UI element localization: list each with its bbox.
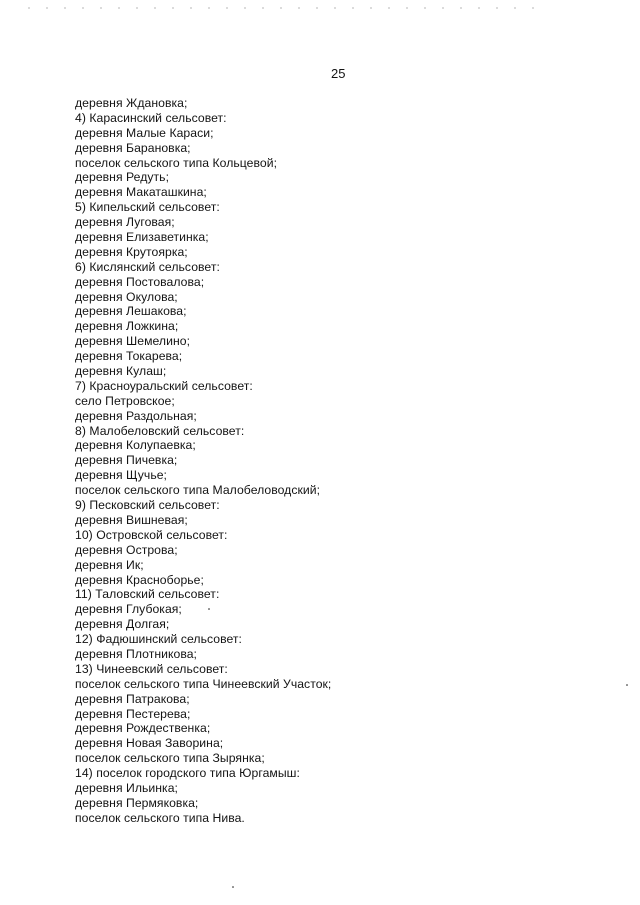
list-item: деревня Макаташкина; <box>75 185 207 200</box>
settlement-list <box>75 96 331 826</box>
list-item: 7) Красноуральский сельсовет: <box>75 378 253 393</box>
list-item: деревня Ик; <box>75 557 144 572</box>
list-item: 10) Островской сельсовет: <box>75 527 228 542</box>
list-item: деревня Барановка; <box>75 140 191 155</box>
list-item: деревня Токарева; <box>75 349 183 364</box>
list-item: 11) Таловский сельсовет: <box>75 587 220 602</box>
list-item: деревня Елизаветинка; <box>75 230 209 245</box>
scan-speck <box>626 684 628 686</box>
list-item: 14) поселок городского типа Юргамыш: <box>75 766 300 781</box>
scan-speck <box>208 608 210 610</box>
list-item: деревня Крутоярка; <box>75 244 188 259</box>
scan-artifact <box>20 6 540 10</box>
list-item: деревня Колупаевка; <box>75 438 196 453</box>
list-item: деревня Ждановка; <box>75 96 188 110</box>
list-item: поселок сельского типа Чинеевский Участок; <box>75 676 332 691</box>
list-item: 13) Чинеевский сельсовет: <box>75 661 228 676</box>
list-item: деревня Окулова; <box>75 289 178 304</box>
list-item: 9) Песковский сельсовет: <box>75 498 220 513</box>
list-item: село Петровское; <box>75 393 175 408</box>
list-item: деревня Шемелино; <box>75 334 191 349</box>
list-item: деревня Кулаш; <box>75 364 167 379</box>
list-item: деревня Вишневая; <box>75 512 188 527</box>
list-item: деревня Ложкина; <box>75 319 179 334</box>
list-item: 4) Карасинский сельсовет: <box>75 110 227 125</box>
list-item: деревня Раздольная; <box>75 408 197 423</box>
list-item: 12) Фадюшинский сельсовет: <box>75 632 242 647</box>
list-item: деревня Малые Караси; <box>75 125 214 140</box>
list-item: поселок сельского типа Зырянка; <box>75 751 265 766</box>
list-item: деревня Щучье; <box>75 468 167 483</box>
scan-speck <box>232 886 234 888</box>
list-item: поселок сельского типа Кольцевой; <box>75 155 278 170</box>
list-item: деревня Острова; <box>75 542 178 557</box>
list-item: деревня Пермяковка; <box>75 795 199 810</box>
list-item: деревня Пестерева; <box>75 706 191 721</box>
list-item: поселок сельского типа Нива. <box>75 810 245 825</box>
list-item: поселок сельского типа Малобеловодский; <box>75 483 321 498</box>
list-item: деревня Постовалова; <box>75 274 205 289</box>
list-item: 6) Кислянский сельсовет: <box>75 259 220 274</box>
list-item: деревня Рождественка; <box>75 721 211 736</box>
list-item: деревня Ильинка; <box>75 780 178 795</box>
list-item: деревня Редуть; <box>75 170 170 185</box>
list-item: деревня Глубокая; <box>75 602 182 617</box>
list-item: деревня Патракова; <box>75 691 190 706</box>
list-item: деревня Новая Заворина; <box>75 736 224 751</box>
list-item: деревня Долгая; <box>75 617 170 632</box>
list-item: 8) Малобеловский сельсовет: <box>75 423 245 438</box>
list-item: деревня Лешакова; <box>75 304 187 319</box>
list-item: деревня Красноборье; <box>75 572 204 587</box>
page-number: 25 <box>331 66 346 81</box>
list-item: деревня Луговая; <box>75 215 175 230</box>
list-item: 5) Кипельский сельсовет: <box>75 200 220 215</box>
list-item: деревня Пичевка; <box>75 453 178 468</box>
list-item: деревня Плотникова; <box>75 646 197 661</box>
